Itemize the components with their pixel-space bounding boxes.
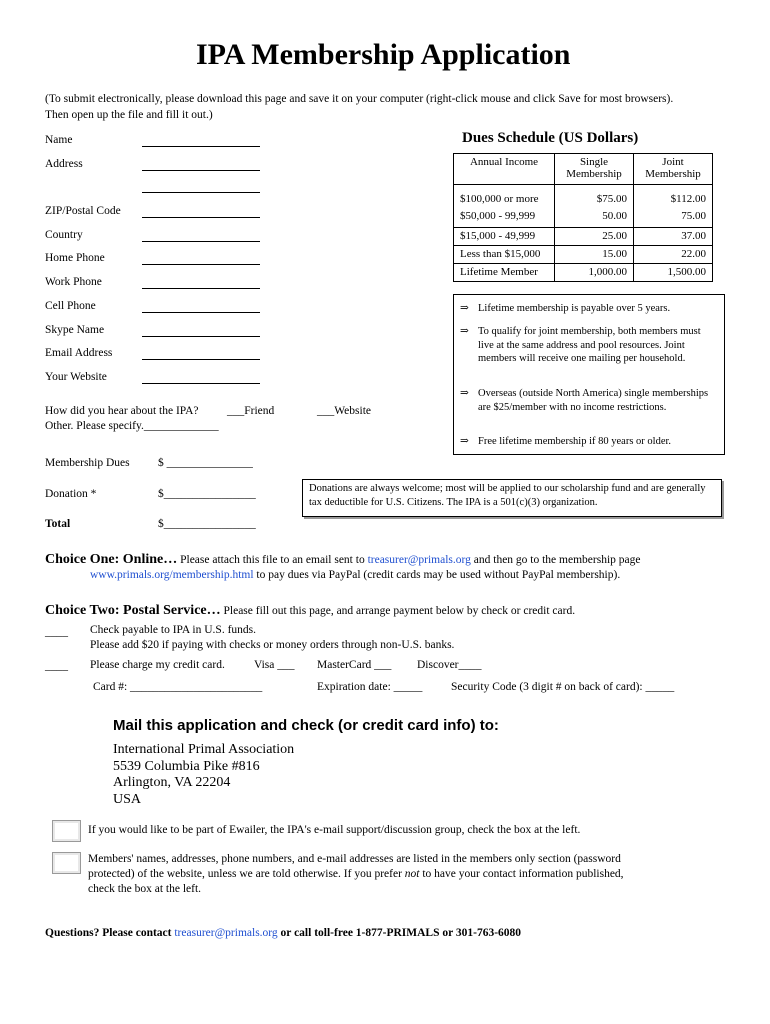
intro-text: (To submit electronically, please download this page and save it on your computer (right-click mouse and click Save for most browsers). Then open up the file and fill it out.): [45, 93, 674, 121]
dues-row: [454, 185, 713, 228]
donation-note-text: Donations are always welcome; most will be applied to our scholarship fund and are generally tax deductible for U.S. Citizens. The IPA is a 501(c)(3) organization.: [309, 483, 706, 508]
field-work-phone-input[interactable]: [142, 288, 260, 289]
check-option-line1: Check payable to IPA in U.S. funds.: [90, 624, 256, 636]
donation-label: Donation *: [45, 488, 97, 500]
privacy-text: [88, 852, 633, 897]
field-email-input[interactable]: [142, 359, 260, 360]
mail-address-line: Arlington, VA 22204: [113, 775, 231, 790]
arrow-right-icon: ⇒: [460, 388, 469, 399]
check-option-blank[interactable]: ____: [45, 626, 68, 638]
field-zip-input[interactable]: [142, 217, 260, 218]
mail-heading: Mail this application and check (or credit card info) to:: [113, 717, 499, 734]
heard-website-option[interactable]: ___Website: [317, 405, 372, 417]
choice-one-line2: [90, 569, 730, 581]
field-home-phone-input[interactable]: [142, 264, 260, 265]
page-title: IPA Membership Application: [196, 38, 571, 71]
privacy-text-part-2: to have your contact information published, check the box at the left.: [88, 868, 624, 895]
field-email-label: Email Address: [45, 347, 113, 359]
field-zip-label: ZIP/Postal Code: [45, 205, 121, 217]
privacy-checkbox[interactable]: [52, 852, 81, 874]
field-skype-input[interactable]: [142, 336, 260, 337]
choice-one-heading: Choice One: Online…: [45, 552, 178, 567]
dues-joint: 1,500.00: [634, 264, 713, 282]
discover-option[interactable]: Discover____: [417, 659, 482, 671]
visa-option[interactable]: Visa ___: [254, 659, 295, 671]
dues-income: Less than $15,000: [454, 246, 555, 264]
dues-joint: 37.00: [634, 228, 713, 246]
dues-note: [460, 435, 718, 449]
dues-header-row: [454, 154, 713, 185]
dues-income: $50,000 - 99,999: [460, 210, 536, 222]
field-name-input[interactable]: [142, 146, 260, 147]
heard-other-option[interactable]: Other. Please specify._____________: [45, 420, 219, 432]
dues-notes-box: [453, 294, 725, 455]
dues-income-cells: [454, 185, 555, 228]
dues-note-text: Overseas (outside North America) single memberships are $25/member with no income restrictions.: [478, 388, 709, 413]
dues-income: $15,000 - 49,999: [454, 228, 555, 246]
dues-col-joint: Joint Membership: [634, 154, 713, 185]
mail-address-line: USA: [113, 791, 142, 807]
choice-two-text: Please fill out this page, and arrange payment below by check or credit card.: [220, 605, 576, 617]
card-number-field[interactable]: Card #: _______________________: [93, 681, 263, 693]
field-cell-phone-label: Cell Phone: [45, 300, 96, 312]
dues-note-text: Lifetime membership is payable over 5 years.: [478, 303, 671, 314]
dues-row: [454, 264, 713, 282]
ewailer-text: If you would like to be part of Ewailer, the IPA's e-mail support/discussion group, check the box at the left.: [88, 824, 581, 836]
choice-two-heading: Choice Two: Postal Service…: [45, 603, 221, 618]
dues-single-cells: [555, 185, 634, 228]
choice-one-text-3: to pay dues via PayPal (credit cards may be used without PayPal membership).: [253, 569, 621, 581]
dues-note-text: To qualify for joint membership, both members must live at the same address and pool resources. Joint members will receive one mailing per household.: [478, 326, 701, 364]
mail-address-line: 5539 Columbia Pike #816: [113, 758, 260, 774]
dues-table: [453, 153, 713, 282]
dues-row: [454, 246, 713, 264]
choice-one-text: Please attach this file to an email sent to: [177, 554, 368, 566]
field-address-input-2[interactable]: [142, 192, 260, 193]
dues-single: $75.00: [596, 193, 627, 205]
card-option-label: Please charge my credit card.: [90, 659, 225, 671]
dues-income: $100,000 or more: [460, 193, 539, 205]
arrow-right-icon: ⇒: [460, 436, 469, 447]
donation-field[interactable]: $________________: [158, 488, 256, 500]
dues-title: Dues Schedule (US Dollars): [462, 130, 639, 146]
field-name-label: Name: [45, 134, 73, 146]
dues-income: Lifetime Member: [454, 264, 555, 282]
dues-single: 15.00: [555, 246, 634, 264]
dues-single: 1,000.00: [555, 264, 634, 282]
field-home-phone-label: Home Phone: [45, 252, 105, 264]
mail-address-line: International Primal Association: [113, 742, 295, 757]
dues-note: [460, 387, 718, 414]
choice-one: [45, 552, 735, 568]
field-website-label: Your Website: [45, 371, 107, 383]
field-cell-phone-input[interactable]: [142, 312, 260, 313]
security-code-field[interactable]: Security Code (3 digit # on back of card): _____: [451, 681, 675, 693]
dues-row: [454, 228, 713, 246]
heard-question: How did you hear about the IPA?: [45, 405, 199, 417]
dues-col-income: Annual Income: [454, 154, 555, 185]
mail-address: [113, 742, 294, 808]
expiration-field[interactable]: Expiration date: _____: [317, 681, 423, 693]
field-country-input[interactable]: [142, 241, 260, 242]
dues-single: 25.00: [555, 228, 634, 246]
total-field[interactable]: $________________: [158, 518, 256, 530]
choice-one-text-2: and then go to the membership page: [470, 554, 641, 566]
privacy-text-part: Members' names, addresses, phone numbers, and e-mail addresses are listed in the members only section (password protected) of the website, unless we are told otherwise. If you prefer: [88, 853, 621, 880]
field-country-label: Country: [45, 229, 83, 241]
dues-col-single: Single Membership: [555, 154, 634, 185]
field-address-label: Address: [45, 158, 83, 170]
arrow-right-icon: ⇒: [460, 303, 469, 314]
heard-friend-option[interactable]: ___Friend: [227, 405, 275, 417]
dues-joint: $112.00: [670, 193, 706, 205]
mastercard-option[interactable]: MasterCard ___: [317, 659, 392, 671]
dues-note: [460, 302, 718, 316]
dues-table-wrap: [453, 153, 713, 282]
ewailer-checkbox[interactable]: [52, 820, 81, 842]
field-website-input[interactable]: [142, 383, 260, 384]
choice-two: [45, 603, 735, 619]
field-skype-label: Skype Name: [45, 324, 105, 336]
footer-text: Questions? Please contact: [45, 927, 175, 939]
footer-text-2: or call toll-free 1-877-PRIMALS or 301-763-6080: [277, 927, 522, 939]
field-address-input[interactable]: [142, 170, 260, 171]
dues-joint: 22.00: [634, 246, 713, 264]
check-option-line2: Please add $20 if paying with checks or money orders through non-U.S. banks.: [90, 639, 455, 651]
dues-note-text: Free lifetime membership if 80 years or older.: [478, 436, 672, 447]
membership-dues-field[interactable]: $ _______________: [158, 457, 253, 469]
total-label: Total: [45, 518, 71, 530]
footer-email-link[interactable]: treasurer@primals.org: [174, 927, 278, 939]
privacy-text-emphasis: not: [404, 868, 420, 880]
donation-note-box: [302, 479, 722, 517]
membership-page-link[interactable]: www.primals.org/membership.html: [90, 569, 254, 581]
dues-single: 50.00: [602, 210, 627, 222]
dues-note: [460, 325, 718, 366]
dues-joint-cells: [634, 185, 713, 228]
card-option-blank[interactable]: ____: [45, 660, 68, 672]
field-work-phone-label: Work Phone: [45, 276, 102, 288]
membership-dues-label: Membership Dues: [45, 457, 130, 469]
footer-questions: [45, 927, 521, 939]
choice-one-email-link[interactable]: treasurer@primals.org: [367, 554, 471, 566]
dues-joint: 75.00: [681, 210, 706, 222]
arrow-right-icon: ⇒: [460, 326, 469, 337]
